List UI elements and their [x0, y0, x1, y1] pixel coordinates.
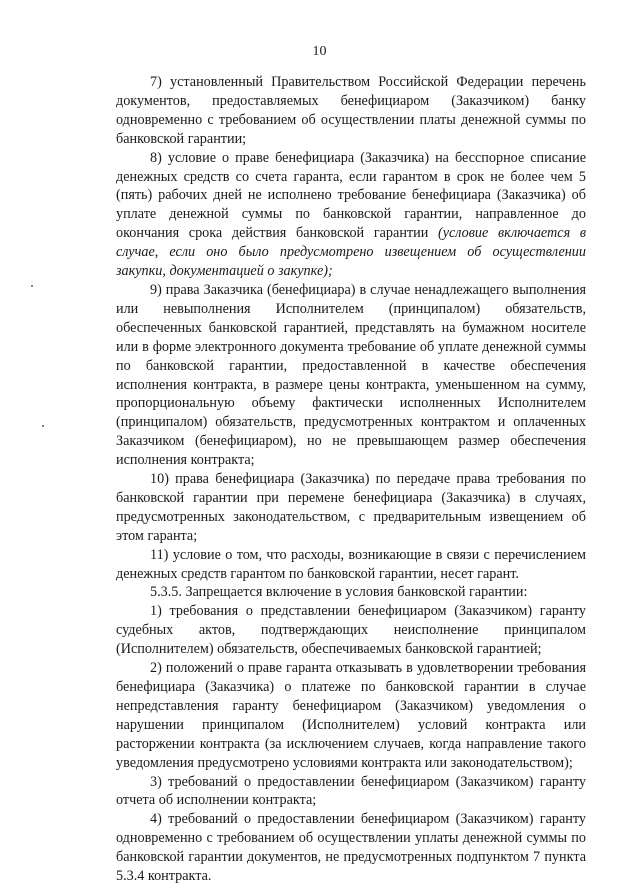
paragraph-item-7: 7) установленный Правительством Российской Федерации перечень документов, предоставляемых бенефициаром (Заказчиком) банку одновременно с требованием об осуществлении платы денежной суммы по банковской гарантии;	[116, 74, 586, 147]
page-number: 10	[312, 44, 327, 59]
italic-note: (условие включается в случае, если оно было предусмотрено извещением об осуществлении закупки, документацией о закупке);	[116, 225, 587, 280]
paragraph-item-10: 10) права бенефициара (Заказчика) по передаче права требования по банковской гарантии при перемене бенефициара (Заказчика) в случаях, предусмотренных законодательством, с предварительным извещением об этом гаранта;	[116, 471, 586, 544]
paragraph-text: 8) условие о праве бенефициара (Заказчика) на бесспорное списание денежных средств со счета гаранта, если гарантом в срок не более чем 5 (пять) рабочих дней не исполнено требование бенефициара (Заказчика) об уплате денежной суммы по банковской гарантии, направленное до окончания срока действия банковской гарантии	[116, 149, 586, 242]
prohibition-item-3: 3) требований о предоставлении бенефициаром (Заказчиком) гаранту отчета об исполнении контракта;	[116, 773, 586, 809]
section-heading-5-3-5: 5.3.5. Запрещается включение в условия банковской гарантии:	[150, 584, 528, 601]
scan-speck	[42, 425, 44, 427]
document-body	[116, 73, 586, 886]
paragraph-item-8	[116, 149, 586, 281]
paragraph-item-11: 11) условие о том, что расходы, возникающие в связи с перечислением денежных средств гарантом по банковской гарантии, несет гарант.	[116, 546, 586, 582]
paragraph-item-9: 9) права Заказчика (бенефициара) в случае ненадлежащего выполнения или невыполнения Исполнителем (принципалом) обязательств, обеспеченных банковской гарантией, представлять на бумажном носителе или в форме электронного документа требование об уплате денежной суммы по банковской гарантии, предоставленной в качестве обеспечения исполнения контракта, в размере цены контракта, уменьшенном на сумму, пропорциональную объему фактически исполненных Исполнителем (принципалом) обязательств, предусмотренных контрактом и оплаченных Заказчиком (бенефициаром), но не превышающем размер обеспечения исполнения контракта;	[116, 281, 586, 469]
prohibition-item-2: 2) положений о праве гаранта отказывать в удовлетворении требования бенефициара (Заказчика) о платеже по банковской гарантии в случае непредставления гаранту бенефициаром (Заказчиком) уведомления о нарушении принципалом (Исполнителем) условий контракта или расторжении контракта (за исключением случаев, когда направление такого уведомления предусмотрено условиями контракта или законодательством);	[116, 660, 586, 771]
scan-speck	[31, 285, 33, 287]
prohibition-item-1: 1) требования о представлении бенефициаром (Заказчиком) гаранту судебных актов, подтверждающих неисполнение принципалом (Исполнителем) обязательств, обеспечиваемых банковской гарантией;	[116, 603, 586, 658]
prohibition-item-4: 4) требований о предоставлении бенефициаром (Заказчиком) гаранту одновременно с требованием об осуществлении уплаты денежной суммы по банковской гарантии документов, не предусмотренных подпунктом 7 пункта 5.3.4 контракта.	[116, 811, 586, 885]
